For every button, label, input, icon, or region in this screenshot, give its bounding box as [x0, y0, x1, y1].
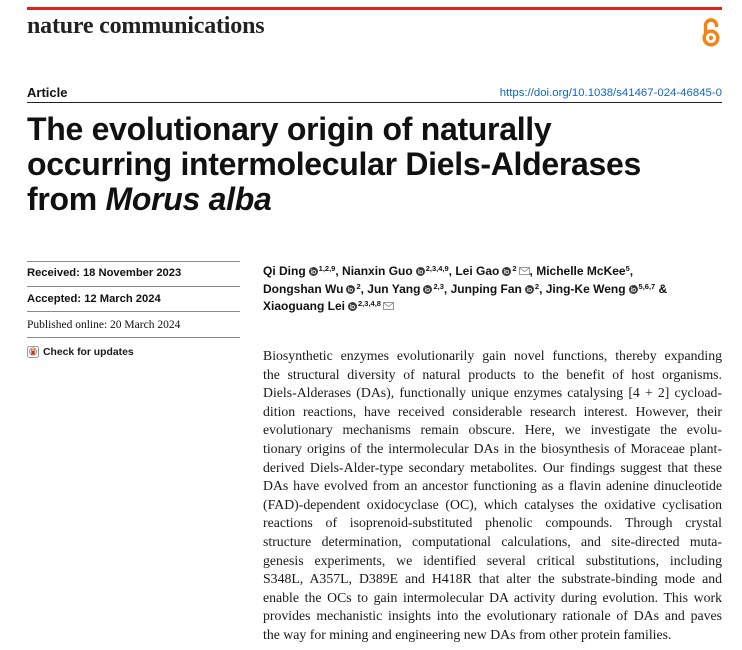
- check-for-updates-link[interactable]: [27, 345, 134, 359]
- abstract-line: evolutionary mechanisms remain obscure. Here, we investigate the evolu-: [263, 422, 722, 438]
- author-separator: ,: [335, 264, 339, 278]
- affiliation-superscript: 5,6,7: [638, 281, 656, 291]
- journal-logo: nature communications: [27, 13, 265, 39]
- author: [263, 299, 394, 313]
- author-separator: ,: [448, 264, 452, 278]
- abstract-line: enable the OCs to gain intermolecular DA activity during evolution. This work: [263, 589, 722, 605]
- meta-divider: [27, 311, 240, 312]
- affiliation-superscript: 2: [512, 264, 517, 273]
- envelope-icon[interactable]: [519, 267, 530, 275]
- abstract-line: dition reactions, have received considerable research interest. However, their: [263, 403, 722, 419]
- author-separator: ,: [629, 264, 634, 278]
- author: [342, 264, 452, 278]
- abstract-line: structure determination, computational calculations, and site-directed muta-: [263, 533, 722, 549]
- affiliation-superscript: 2,3,4,8: [358, 299, 381, 308]
- author-name: Lei Gao: [455, 264, 500, 278]
- abstract-line: tionary origins of the intermolecular DAs in the biosynthesis of Moraceae plant-: [263, 440, 722, 456]
- title-line: occurring intermolecular Diels-Alderases: [27, 146, 642, 182]
- abstract-line: reactions of isoprenoid-substituted phenolic compounds. Through crystal: [263, 515, 722, 531]
- author-name: Michelle McKee: [536, 264, 626, 278]
- author-name: Junping Fan: [450, 281, 522, 296]
- author-separator: &: [655, 281, 668, 296]
- orcid-icon[interactable]: [525, 285, 534, 294]
- affiliation-superscript: 5: [625, 264, 630, 273]
- affiliation-superscript: 2,3,4,9: [425, 264, 449, 273]
- author-name: Jun Yang: [367, 281, 421, 296]
- abstract-line: Biosynthetic enzymes evolutionarily gain novel functions, thereby expanding: [263, 348, 722, 363]
- abstract-line: the structural diversity of natural products to the benefit of host organisms.: [263, 366, 722, 382]
- author-separator: ,: [443, 281, 448, 296]
- date-accepted: Accepted: 12 March 2024: [27, 293, 161, 305]
- author: [455, 264, 533, 278]
- date-received: Received: 18 November 2023: [27, 267, 182, 279]
- author-name: Qi Ding: [263, 264, 306, 278]
- check-for-updates-icon: [27, 346, 39, 358]
- affiliation-superscript: 2,3: [433, 281, 444, 291]
- orcid-icon[interactable]: [423, 285, 432, 294]
- check-for-updates-label: Check for updates: [43, 346, 134, 358]
- abstract-line: Diels-Alderases (DAs), functionally unique enzymes catalysing [4 + 2] cycload-: [263, 385, 722, 401]
- affiliation-superscript: 2: [534, 281, 540, 291]
- abstract-line: provides mechanistic insights into the evolutionary rationale of DAs and paves: [263, 608, 722, 624]
- article-type-label: Article: [27, 85, 68, 100]
- abstract-line: S348L, A357L, D389E and H418R that alter the substrate-binding mode and: [263, 571, 722, 587]
- affiliation-superscript: 1,2,9: [318, 264, 336, 273]
- author: [536, 264, 633, 278]
- open-access-icon: [699, 15, 723, 47]
- orcid-icon[interactable]: [346, 285, 355, 294]
- author-name: Nianxin Guo: [342, 264, 413, 278]
- orcid-icon[interactable]: [629, 285, 638, 294]
- author-list: [263, 263, 722, 316]
- abstract-line: the way for mining and engineering new DAs from other protein families.: [263, 626, 672, 642]
- author: [451, 282, 543, 296]
- meta-divider: [27, 286, 240, 287]
- orcid-icon[interactable]: [416, 267, 425, 276]
- orcid-icon[interactable]: [348, 302, 357, 311]
- affiliation-superscript: 2: [356, 281, 361, 291]
- author-line: [263, 281, 722, 299]
- author: [546, 282, 667, 296]
- abstract-line: DAs have evolved from an ancestor functioning as a flavin adenine dinucleotide: [263, 478, 722, 494]
- author: [367, 282, 447, 296]
- meta-divider: [27, 261, 240, 262]
- author: [263, 282, 364, 296]
- title-line: [27, 182, 722, 217]
- article-title: [27, 112, 722, 217]
- abstract-line: (FAD)-dependent oxidocyclase (OC), which catalyses the oxidative cyclisation: [263, 496, 722, 512]
- header-divider: [27, 102, 722, 103]
- abstract-line: genesis experiments, we identified several critical substitutions, including: [263, 552, 722, 568]
- title-text: from: [27, 181, 97, 217]
- title-line: The evolutionary origin of naturally: [27, 111, 552, 147]
- author-line: [263, 298, 722, 316]
- envelope-icon[interactable]: [383, 302, 394, 310]
- author-name: Dongshan Wu: [263, 281, 344, 296]
- author-separator: ,: [529, 264, 533, 278]
- author-separator: ,: [360, 281, 364, 296]
- header-red-rule: [27, 7, 722, 10]
- meta-divider: [27, 337, 240, 338]
- abstract: [263, 347, 722, 645]
- author-name: Xiaoguang Lei: [263, 299, 346, 313]
- species-name: Morus alba: [105, 181, 272, 217]
- orcid-icon[interactable]: [502, 267, 511, 276]
- orcid-icon[interactable]: [309, 267, 318, 276]
- abstract-line: derived Diels-Alder-type secondary metabolites. Our findings suggest that these: [263, 459, 722, 475]
- author-line: [263, 263, 722, 281]
- author: [263, 264, 339, 278]
- author-name: Jing-Ke Weng: [545, 281, 626, 296]
- date-published: Published online: 20 March 2024: [27, 319, 181, 331]
- author-separator: ,: [539, 281, 543, 296]
- doi-link[interactable]: https://doi.org/10.1038/s41467-024-46845-0: [499, 87, 722, 99]
